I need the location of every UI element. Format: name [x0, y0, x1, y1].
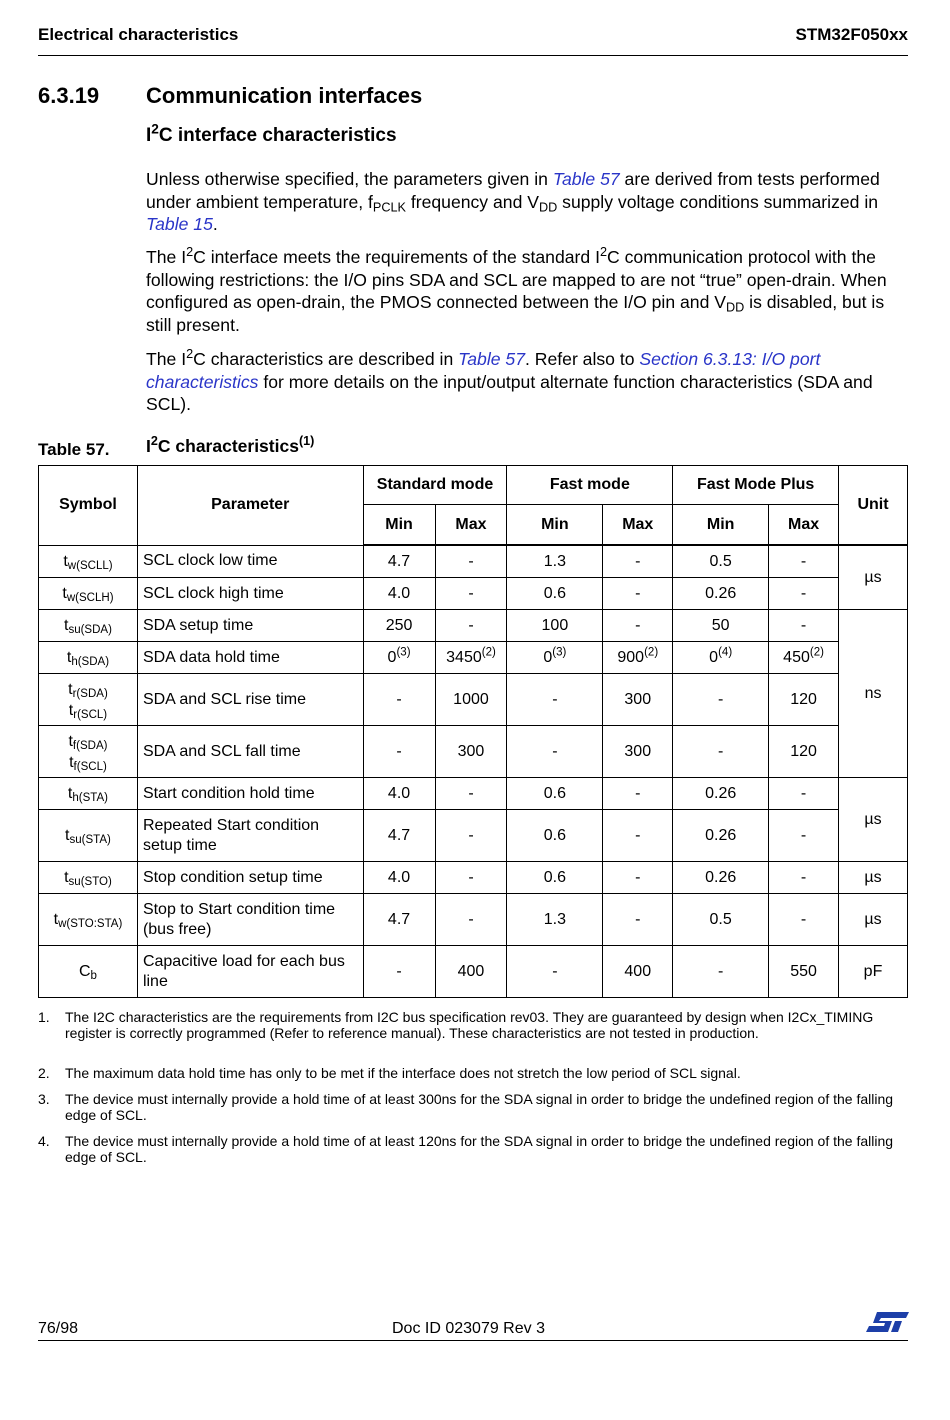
reference-paragraph: The $I^2C$ characteristics are described in Table 57. Refer also to Section 6.3.13: I/O port characteristics for more details on the input/output alternate function characteristics (SDA and SCL). [146, 347, 873, 414]
parameter-cell: Stop condition setup time [137, 862, 363, 894]
value-cell: 400 [603, 946, 673, 998]
parameter-cell: Repeated Start condition setup time [137, 810, 363, 862]
value-cell: - [435, 894, 507, 946]
value-cell: - [769, 862, 839, 894]
value-cell: - [769, 545, 839, 578]
footnote: 2. The maximum data hold time has only to be met if the interface does not stretch the low period of SCL signal. [38, 1065, 741, 1081]
symbol-cell: $t_{w(SCLH)}$ [39, 578, 138, 610]
parameter-cell: SCL clock high time [137, 578, 363, 610]
table-57-link[interactable]: Table 57 [458, 349, 525, 369]
table-title: $I^2C$ characteristics$^{(1)}$ [146, 434, 315, 456]
section-6-3-13-link[interactable]: Section 6.3.13: I/O port characteristics [146, 349, 821, 392]
intro-paragraph: Unless otherwise specified, the parameters given in Table 57 are derived from tests performed under ambient temperature, $f_{PCLK}$ frequency and $V_{DD}$ supply voltage conditions summarized in Table 15. [146, 169, 880, 234]
value-cell: 300 [435, 726, 507, 778]
value-cell: - [435, 810, 507, 862]
standard-mode-header: Standard mode [363, 466, 507, 505]
parameter-cell: Capacitive load for each bus line [137, 946, 363, 998]
symbol-header: Symbol [39, 466, 138, 546]
value-cell: 120 [769, 726, 839, 778]
value-cell: 0.6 [507, 778, 603, 810]
value-cell: - [435, 578, 507, 610]
table-title-footnote-ref: (1) [298, 434, 315, 449]
header-rule [38, 55, 908, 56]
value-cell: 4.0 [363, 578, 435, 610]
value-cell: - [363, 726, 435, 778]
parameter-header: Parameter [137, 466, 363, 546]
value-cell: - [363, 674, 435, 726]
value-cell: 4.0 [363, 778, 435, 810]
value-cell: 250 [363, 610, 435, 642]
table-row [39, 862, 908, 894]
fast-mode-plus-header: Fast Mode Plus [673, 466, 839, 505]
symbol-cell: $t_{w(SCLL)}$ [39, 545, 138, 578]
value-cell: - [769, 894, 839, 946]
value-cell: - [603, 810, 673, 862]
value-cell: 0.5 [673, 545, 769, 578]
value-cell: - [435, 610, 507, 642]
value-cell: 120 [769, 674, 839, 726]
max-header: Max [769, 505, 839, 546]
header-part-number: STM32F050xx [795, 25, 908, 44]
symbol-cell: $t_{su(SDA)}$ [39, 610, 138, 642]
value-cell: - [435, 545, 507, 578]
table-15-link[interactable]: Table 15 [146, 214, 213, 234]
min-header: Min [507, 505, 603, 546]
unit-cell: pF [839, 946, 908, 998]
symbol-cell: $t_{h(SDA)}$ [39, 642, 138, 674]
value-cell: 550 [769, 946, 839, 998]
footnote: 4. The device must internally provide a hold time of at least 120ns for the SDA signal in order to bridge the undefined region of the falling edge of SCL. [38, 1133, 894, 1165]
table-row [39, 810, 908, 862]
symbol-cell: $t_{f(SDA)}$ $t_{f(SCL)}$ [39, 726, 138, 778]
value-cell: 400 [435, 946, 507, 998]
value-cell: 4.7 [363, 810, 435, 862]
value-cell: 0.6 [507, 578, 603, 610]
symbol-cell: $t_{r(SDA)}$ $t_{r(SCL)}$ [39, 674, 138, 726]
value-cell: 0.26 [673, 862, 769, 894]
parameter-cell: SCL clock low time [137, 545, 363, 578]
value-cell: 4.7 [363, 545, 435, 578]
symbol-cell: $C_b$ [39, 946, 138, 998]
fast-mode-header: Fast mode [507, 466, 673, 505]
table-row [39, 642, 908, 674]
symbol-cell: $t_{w(STO:STA)}$ [39, 894, 138, 946]
table-row [39, 726, 908, 778]
value-cell: 4.7 [363, 894, 435, 946]
value-cell: 1.3 [507, 545, 603, 578]
subsection-title: $I^2C$ interface characteristics [146, 121, 397, 146]
parameter-cell: SDA setup time [137, 610, 363, 642]
value-cell: - [507, 726, 603, 778]
unit-cell: µs [839, 778, 908, 862]
footnote: 1. The I2C characteristics are the requirements from I2C bus specification rev03. They are guaranteed by design when I2Cx_TIMING register is correctly programmed (Refer to reference manual). These characteristics are not tested in production. [38, 1009, 874, 1041]
value-cell: - [603, 778, 673, 810]
parameter-cell: Start condition hold time [137, 778, 363, 810]
unit-cell: ns [839, 610, 908, 778]
table-row [39, 610, 908, 642]
parameter-cell: Stop to Start condition time (bus free) [137, 894, 363, 946]
value-cell: 50 [673, 610, 769, 642]
value-cell: 0.6 [507, 862, 603, 894]
unit-cell: µs [839, 545, 908, 610]
value-cell: - [673, 674, 769, 726]
value-cell: 0$^{(4)}$ [673, 642, 769, 674]
value-cell: 100 [507, 610, 603, 642]
value-cell: 4.0 [363, 862, 435, 894]
value-cell: 0.26 [673, 810, 769, 862]
value-cell: 300 [603, 726, 673, 778]
value-cell: 450$^{(2)}$ [769, 642, 839, 674]
section-title: Communication interfaces [146, 83, 423, 108]
restrictions-paragraph: The $I^2C$ interface meets the requirements of the standard $I^2C$ communication protocol with the following restrictions: the I/O pins SDA and SCL are mapped to are not “true” open-drain. When configured as open-drain, the PMOS connected between the I/O pin and $V_{DD}$ is disabled, but is still present. [146, 245, 887, 335]
page-number: 76/98 [38, 1320, 79, 1337]
value-cell: - [769, 610, 839, 642]
value-cell: - [603, 545, 673, 578]
unit-cell: µs [839, 894, 908, 946]
table-57-link[interactable]: Table 57 [552, 169, 620, 189]
value-cell: - [603, 894, 673, 946]
parameter-cell: SDA and SCL fall time [137, 726, 363, 778]
footnote: 3. The device must internally provide a hold time of at least 300ns for the SDA signal in order to bridge the undefined region of the falling edge of SCL. [38, 1091, 894, 1123]
parameter-cell: SDA data hold time [137, 642, 363, 674]
table-row [39, 894, 908, 946]
table-row [39, 946, 908, 998]
max-header: Max [603, 505, 673, 546]
unit-cell: µs [839, 862, 908, 894]
value-cell: - [435, 862, 507, 894]
value-cell: 0.26 [673, 778, 769, 810]
value-cell: 0.5 [673, 894, 769, 946]
table-number: Table 57. [38, 440, 110, 459]
max-header: Max [435, 505, 507, 546]
header-chapter: Electrical characteristics [38, 25, 239, 44]
unit-header: Unit [839, 466, 908, 546]
table-row [39, 778, 908, 810]
symbol-cell: $t_{su(STA)}$ [39, 810, 138, 862]
value-cell: - [603, 578, 673, 610]
parameter-cell: SDA and SCL rise time [137, 674, 363, 726]
value-cell: - [507, 674, 603, 726]
min-header: Min [673, 505, 769, 546]
footer-rule [38, 1340, 908, 1341]
value-cell: - [769, 578, 839, 610]
value-cell: 0.26 [673, 578, 769, 610]
value-cell: - [363, 946, 435, 998]
i2c-characteristics-table [38, 465, 908, 998]
value-cell: - [603, 610, 673, 642]
value-cell: - [673, 726, 769, 778]
value-cell: 1.3 [507, 894, 603, 946]
value-cell: 1000 [435, 674, 507, 726]
value-cell: - [507, 946, 603, 998]
value-cell: - [435, 778, 507, 810]
document-id: Doc ID 023079 Rev 3 [392, 1320, 545, 1337]
value-cell: 0.6 [507, 810, 603, 862]
table-row [39, 578, 908, 610]
value-cell: 900$^{(2)}$ [603, 642, 673, 674]
value-cell: 0$^{(3)}$ [507, 642, 603, 674]
symbol-cell: $t_{h(STA)}$ [39, 778, 138, 810]
st-logo-icon [865, 1310, 909, 1336]
value-cell: - [603, 862, 673, 894]
min-header: Min [363, 505, 435, 546]
value-cell: - [769, 778, 839, 810]
table-row [39, 545, 908, 578]
value-cell: 300 [603, 674, 673, 726]
value-cell: 0$^{(3)}$ [363, 642, 435, 674]
section-number: 6.3.19 [38, 83, 100, 108]
value-cell: - [769, 810, 839, 862]
table-row [39, 674, 908, 726]
value-cell: - [673, 946, 769, 998]
symbol-cell: $t_{su(STO)}$ [39, 862, 138, 894]
value-cell: 3450$^{(2)}$ [435, 642, 507, 674]
